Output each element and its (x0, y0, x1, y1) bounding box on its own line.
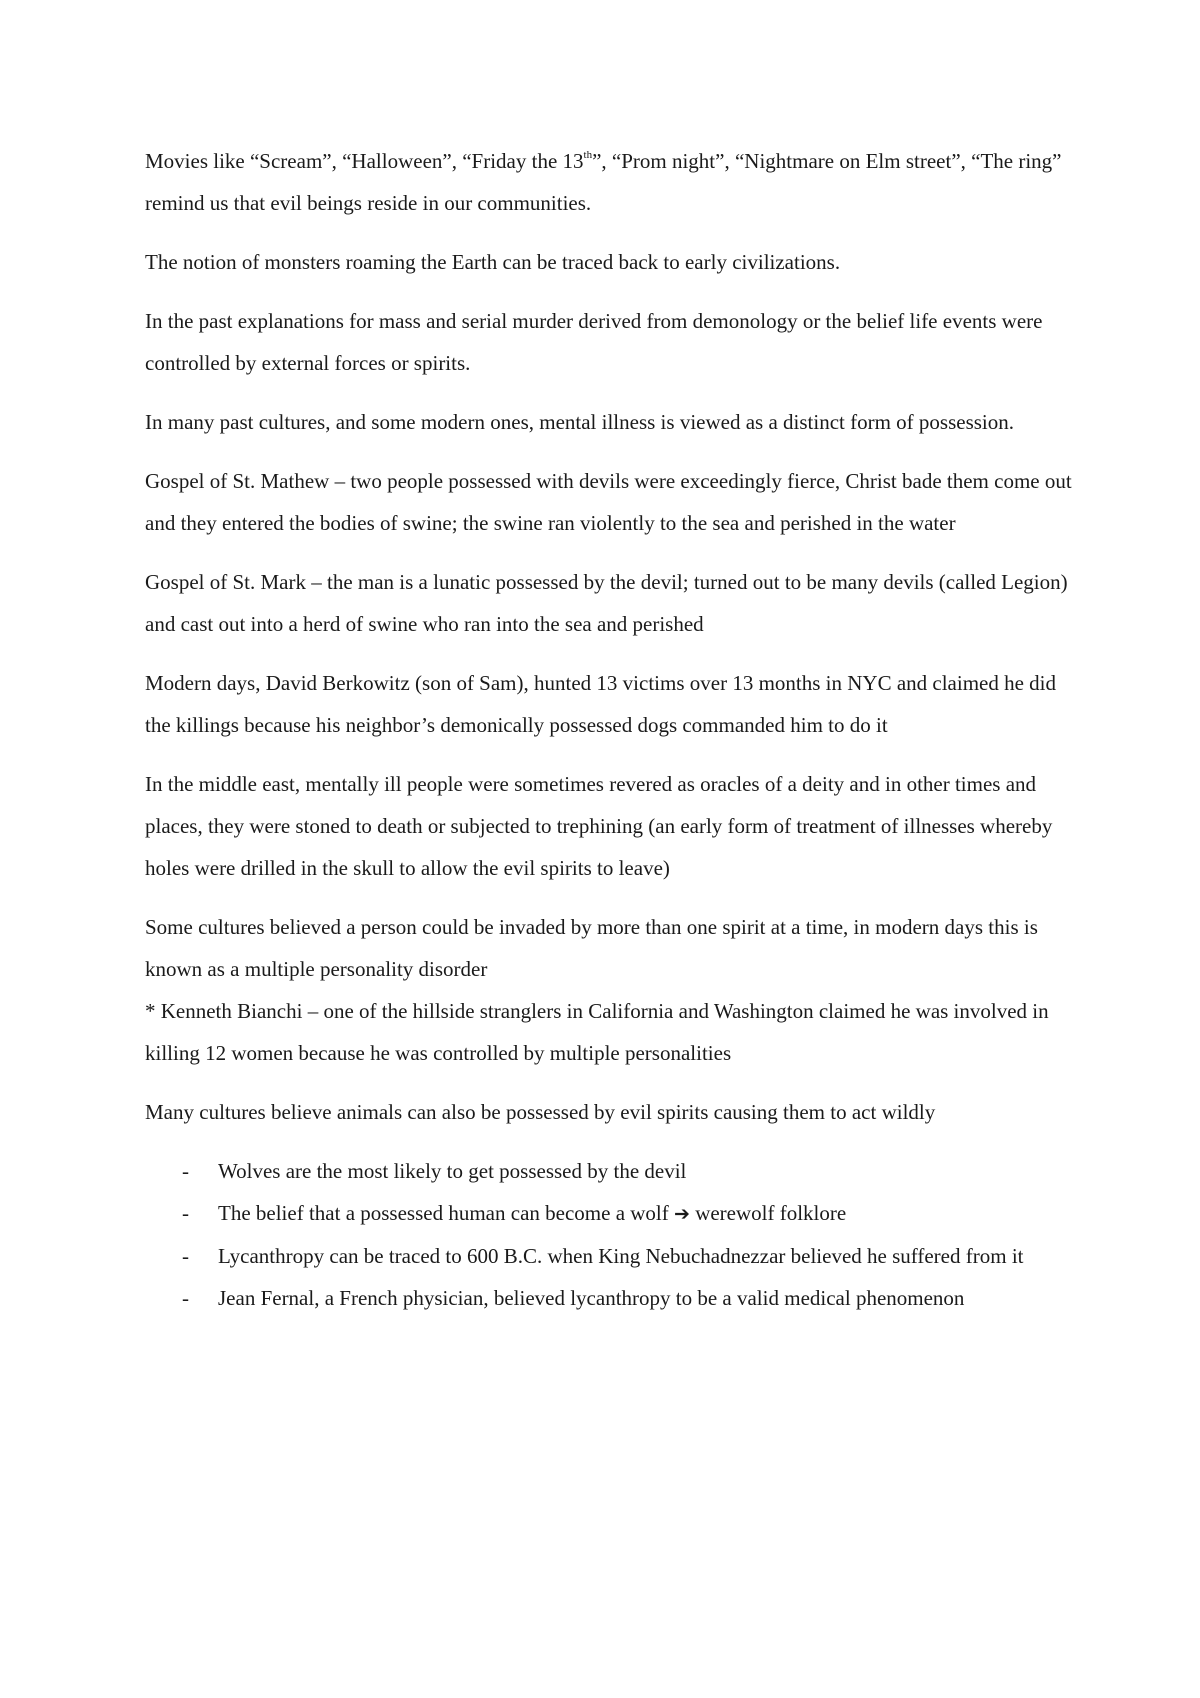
ordinal-superscript: th (583, 149, 593, 161)
paragraph-mental-illness: In many past cultures, and some modern ones, mental illness is viewed as a distinct form of possession. (145, 410, 1015, 434)
list-item-text: Wolves are the most likely to get possessed by the devil (218, 1159, 687, 1183)
bullet-dash: - (182, 1286, 189, 1310)
paragraph-multiple-spirits: Some cultures believed a person could be invaded by more than one spirit at a time, in modern days this is known as a multiple personality disorder (145, 915, 1038, 981)
paragraph-animals: Many cultures believe animals can also be possessed by evil spirits causing them to act wildly (145, 1100, 936, 1124)
list-item (145, 1192, 1080, 1235)
list-item-text: Lycanthropy can be traced to 600 B.C. when King Nebuchadnezzar believed he suffered from it (218, 1244, 1024, 1268)
bullet-dash: - (182, 1244, 189, 1268)
list-item (145, 1277, 1080, 1319)
list-item-text: Jean Fernal, a French physician, believed lycanthropy to be a valid medical phenomenon (218, 1286, 965, 1310)
paragraph-bianchi-note: * Kenneth Bianchi – one of the hillside stranglers in California and Washington claimed he was involved in killing 12 women because he was controlled by multiple personalities (145, 999, 1049, 1065)
right-arrow-icon: ➔ (674, 1203, 690, 1225)
paragraph-berkowitz: Modern days, David Berkowitz (son of Sam), hunted 13 victims over 13 months in NYC and claimed he did the killings because his neighbor’s demonically possessed dogs commanded him to do it (145, 671, 1057, 737)
paragraph-movies-text-a: Movies like “Scream”, “Halloween”, “Friday the 13 (145, 149, 584, 173)
document-body (145, 140, 1080, 1319)
paragraph-middle-east: In the middle east, mentally ill people were sometimes revered as oracles of a deity and in other times and places, they were stoned to death or subjected to trephining (an early form of treatment of illnesses whereby holes were drilled in the skull to allow the evil spirits to leave) (145, 772, 1053, 880)
bullet-dash: - (182, 1159, 189, 1183)
bullet-list (145, 1150, 1080, 1319)
list-item-text-before-arrow: The belief that a possessed human can become a wolf (218, 1201, 675, 1225)
list-item (145, 1150, 1080, 1192)
list-item-text-after-arrow: werewolf folklore (689, 1201, 847, 1225)
bullet-dash: - (182, 1201, 189, 1225)
paragraph-gospel-mathew: Gospel of St. Mathew – two people possessed with devils were exceedingly fierce, Christ bade them come out and they entered the bodies of swine; the swine ran violently to the sea and perished in the water (145, 469, 1072, 535)
paragraph-demonology: In the past explanations for mass and serial murder derived from demonology or the belief life events were controlled by external forces or spirits. (145, 309, 1043, 375)
list-item (145, 1235, 1080, 1277)
paragraph-movies-text-b: ”, “Prom night”, “Nightmare on Elm street”, “The ring” remind us that evil beings reside in our communities. (145, 149, 1062, 215)
paragraph-monsters: The notion of monsters roaming the Earth can be traced back to early civilizations. (145, 250, 841, 274)
paragraph-gospel-mark: Gospel of St. Mark – the man is a lunatic possessed by the devil; turned out to be many devils (called Legion) and cast out into a herd of swine who ran into the sea and perished (145, 570, 1068, 636)
paragraph-movies (145, 140, 1080, 224)
